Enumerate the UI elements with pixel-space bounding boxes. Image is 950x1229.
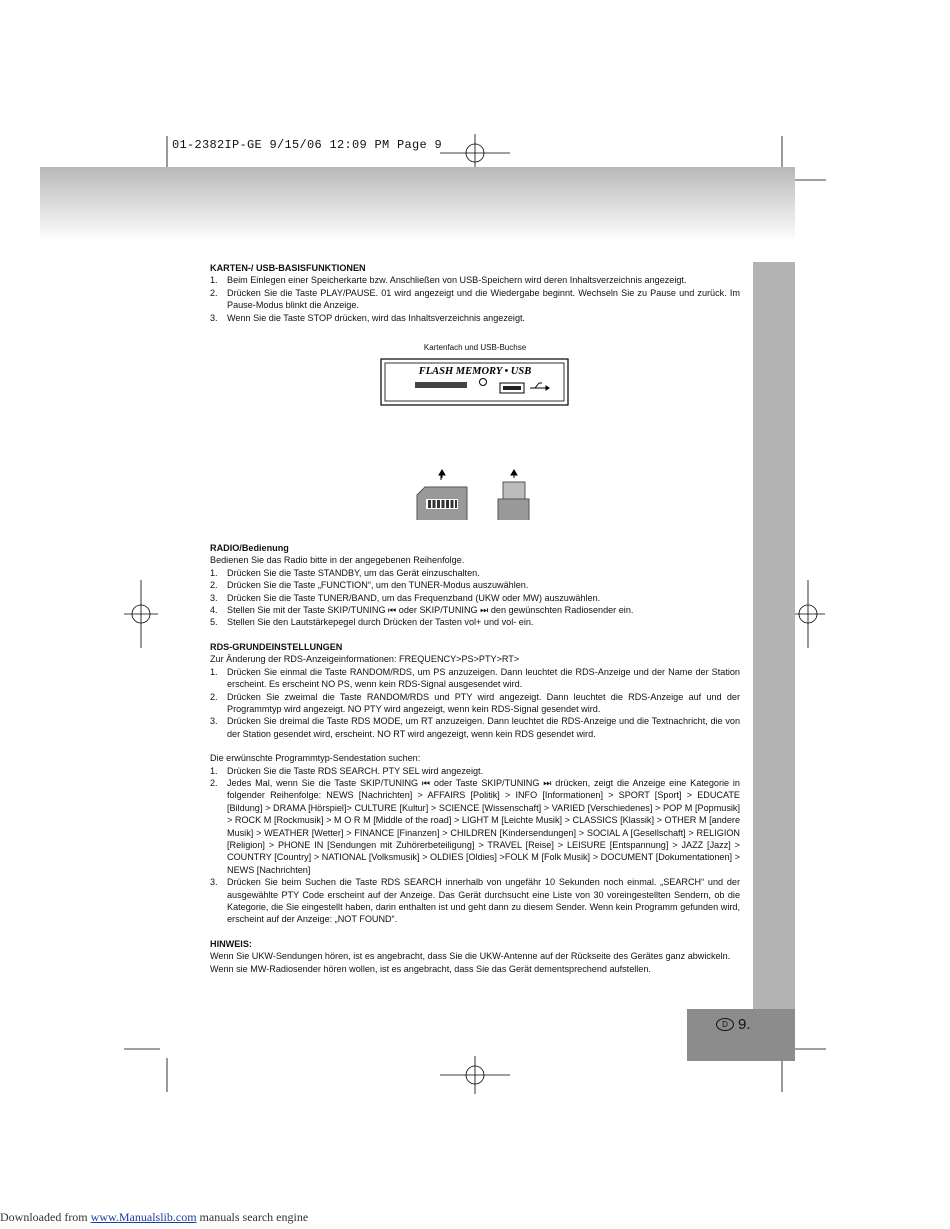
- section-intro: Die erwünschte Programmtyp-Sendestation suchen:: [210, 753, 421, 764]
- list-item: 1. Drücken Sie einmal die Taste RANDOM/RDS, um PS anzuzeigen. Dann leuchtet die RDS-Anzeige und der Name der Station erscheint. Es erscheint NO PS, wenn kein RDS-Signal ausgesendet wird.: [210, 666, 740, 690]
- list-item: 3. Drücken Sie die Taste TUNER/BAND, um das Frequenzband (UKW oder MW) auszuwählen.: [210, 592, 601, 603]
- section1-list: [210, 274, 740, 324]
- manualslib-link[interactable]: www.Manualslib.com: [90, 1210, 197, 1224]
- list-item: 2. Drücken Sie zweimal die Taste RANDOM/RDS und PTY wird angezeigt. Dann leuchtet die RDS-Anzeige auf und der Programmtyp wird angezeigt. NO PTY wird angezeigt, wenn kein RDS-Signal gesendet wird.: [210, 691, 740, 714]
- list-item: 1. Beim Einlegen einer Speicherkarte bzw. Anschließen von USB-Speichern wird deren Inhaltsverzeichnis angezeigt.: [210, 275, 687, 286]
- registration-mark-left: [124, 580, 158, 648]
- page-number-text: 9.: [738, 1016, 751, 1033]
- list-item: 2. Jedes Mal, wenn Sie die Taste SKIP/TUNING ⏮ oder Taste SKIP/TUNING ⏭ drücken, zeigt die Anzeige eine Kategorie in folgender Reihenfolge: NEWS [Nachrichten] > AFFAIRS [Politik] > INFO [Informationen] > SPORT [Sport] > EDUCATE [Bildung] > DRAMA [Hörspiel]> CULTURE [Kultur] > SCIENCE [Wissenschaft] > VARIED [Verschiedenes] > POP M [Popmusik] > ROCK M [Rockmusik] > M O R M [Middle of the road] > LIGHT M [Leichte Musik] > CLASSICS [Klassik] > OTHER M [andere Musik] > WEATHER [Wetter] > FINANCE [Finanzen] > CHILDREN [Kindersendungen] > SOCIAL A [Gesellschaft] > RELIGION [Religion] > PHONE IN [Sendungen mit Zuhörerbeteiligung] > TRAVEL [Reise] > LEISURE [Entspannung] > JAZZ [Jazz] > COUNTRY [Country] > NATIONAL [Volksmusik] > OLDIES [Oldies] >FOLK M [Folk Musik] > DOCUMENT [Dokumentationen] > NEWS [Nachrichten]: [210, 777, 740, 875]
- section-title: RDS-GRUNDEINSTELLUNGEN: [210, 641, 343, 652]
- section3-list: [210, 666, 740, 740]
- list-item: 2. Drücken Sie die Taste PLAY/PAUSE. 01 wird angezeigt und die Wiedergabe beginnt. Wechseln Sie zu Pause und zurück. Im Pause-Modus blinkt die Anzeige.: [210, 287, 740, 311]
- page-content: [210, 262, 740, 975]
- list-item: 3. Drücken Sie dreimal die Taste RDS MODE, um RT anzuzeigen. Dann leuchtet die RDS-Anzeige und die Textnachricht, die von der Station gesendet wird, erscheint. NO RT wird angezeigt, wenn kein RDS gesendet wird.: [210, 716, 740, 739]
- language-badge: D: [716, 1018, 734, 1031]
- page-number: [716, 1016, 751, 1033]
- side-band: [753, 262, 795, 1010]
- usb-arrow-icon: [511, 470, 517, 478]
- section-intro: Bedienen Sie das Radio bitte in der angegebenen Reihenfolge.: [210, 555, 465, 566]
- registration-mark-right: [791, 580, 825, 648]
- header-band: [40, 167, 795, 242]
- flash-panel: [381, 359, 568, 405]
- section4-list: [210, 765, 740, 926]
- note-title: HINWEIS:: [210, 938, 252, 949]
- note-line: Wenn sie MW-Radiosender hören wollen, ist es angebracht, dass Sie das Gerät dementsprechend aufstellen.: [210, 963, 651, 974]
- list-item: 5. Stellen Sie den Lautstärkepegel durch Drücken der Tasten vol+ und vol- ein.: [210, 617, 534, 628]
- usb-stick-icon: [498, 482, 529, 520]
- figure-caption: Kartenfach und USB-Buchse: [423, 343, 527, 353]
- mmc-card-icon: [417, 487, 467, 520]
- device-diagram: [210, 330, 740, 520]
- list-item: 3. Wenn Sie die Taste STOP drücken, wird das Inhaltsverzeichnis angezeigt.: [210, 312, 526, 323]
- note-line: Wenn Sie UKW-Sendungen hören, ist es angebracht, dass Sie die UKW-Antenne auf der Rückseite des Gerätes ganz abwickeln.: [210, 951, 731, 962]
- section2-list: [210, 567, 740, 629]
- mmc-arrow-icon: [439, 470, 445, 480]
- section-title: RADIO/Bedienung: [210, 543, 289, 554]
- footer-prefix: Downloaded from: [0, 1210, 91, 1224]
- section-intro: Zur Änderung der RDS-Anzeigeinformationen: FREQUENCY>PS>PTY>RT>: [210, 654, 520, 665]
- section-title: KARTEN-/ USB-BASISFUNKTIONEN: [210, 263, 366, 273]
- download-footer: [0, 1210, 308, 1225]
- list-item: 4. Stellen Sie mit der Taste SKIP/TUNING ⏮ oder SKIP/TUNING ⏭ den gewünschten Radiosender ein.: [210, 605, 634, 616]
- list-item: 3. Drücken Sie beim Suchen die Taste RDS SEARCH innerhalb von ungefähr 10 Sekunden noch einmal. „SEARCH“ und der ausgewählte PTY Code erscheint auf der Anzeige. Das Gerät durchsucht eine Liste von 30 voreingestellten Sendern, ob die Kategorie, die Sie eingestellt haben, darin enthalten ist und geht dann zu diesem Sender. Wenn kein Programm gefunden wird, erscheint auf der Anzeige: „NOT FOUND“.: [210, 877, 740, 925]
- list-item: 1. Drücken Sie die Taste RDS SEARCH. PTY SEL wird angezeigt.: [210, 765, 484, 776]
- panel-label: FLASH MEMORY • USB: [418, 366, 532, 378]
- list-item: 2. Drücken Sie die Taste „FUNCTION“, um den TUNER-Modus auszuwählen.: [210, 580, 529, 591]
- registration-mark-bottom: [440, 1056, 510, 1094]
- print-slug: 01-2382IP-GE 9/15/06 12:09 PM Page 9: [172, 138, 443, 152]
- card-usb-figure: [210, 330, 740, 520]
- footer-suffix: manuals search engine: [196, 1210, 309, 1224]
- list-item: 1. Drücken Sie die Taste STANDBY, um das Gerät einzuschalten.: [210, 567, 480, 578]
